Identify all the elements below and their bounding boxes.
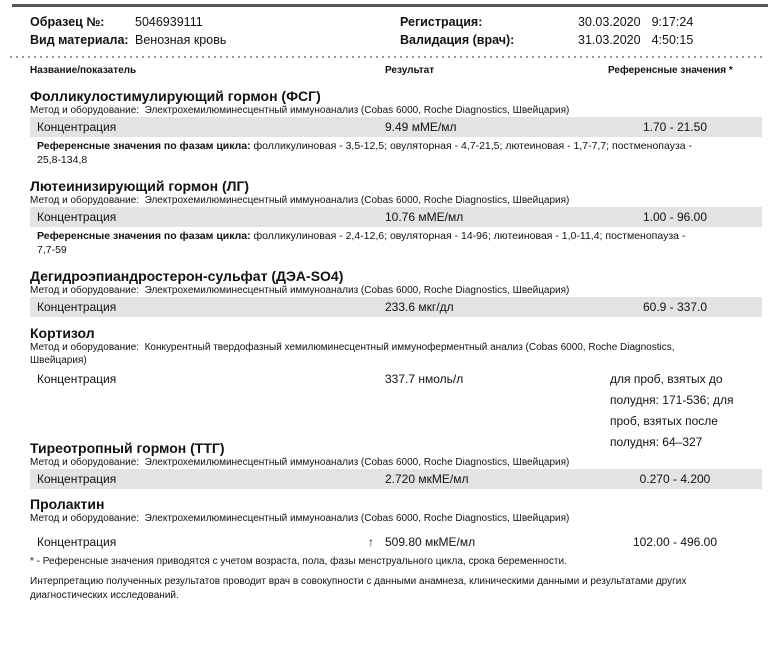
concentration-row (30, 117, 762, 137)
validation-row (400, 31, 770, 49)
row-reference: для проб, взятых до полудня: 171-536; для проб, взятых после полудня: 64–327 (610, 372, 734, 449)
method-line (30, 341, 720, 367)
row-reference: 1.00 - 96.00 (642, 210, 708, 224)
method-value: Электрохемилюминесцентный иммуноанализ (Cobas 6000, Roche Diagnostics, Швейцария) (139, 285, 570, 296)
validation-time: 4:50:15 (651, 33, 694, 47)
phase-note-text: фолликулиновая - 3,5-12,5; овуляторная - 4,7-21,5; лютеиновая - 1,7-7,7; постменопауза - 25,8-134,8 (37, 140, 693, 166)
test-section (30, 268, 770, 317)
method-value: Электрохемилюминесцентный иммуноанализ (Cobas 6000, Roche Diagnostics, Швейцария) (139, 195, 570, 206)
row-result: 2.720 мкМЕ/мл (385, 472, 469, 486)
method-label: Метод и оборудование: (30, 342, 140, 353)
material-type-row (30, 31, 400, 49)
registration-label: Регистрация: (400, 15, 483, 29)
high-value-arrow-icon: ↑ (368, 535, 374, 549)
sample-number-value: 5046939111 (135, 15, 203, 29)
table-column-headers (30, 65, 770, 76)
report-header (30, 13, 770, 49)
registration-date: 30.03.2020 (578, 15, 641, 29)
phase-note-text: фолликулиновая - 2,4-12,6; овуляторная - 14-96; лютеиновая - 1,0-11,4; постменопауза - 7,7-59 (37, 230, 686, 256)
column-header-reference: Референсные значения * (608, 65, 733, 76)
material-type-value: Венозная кровь (135, 33, 227, 47)
row-name: Концентрация (37, 372, 117, 386)
method-label: Метод и оборудование: (30, 195, 140, 206)
concentration-row (30, 532, 762, 552)
column-header-name: Название/показатель (30, 65, 137, 76)
method-line (30, 512, 720, 525)
method-line (30, 456, 720, 469)
row-reference: 0.270 - 4.200 (639, 472, 711, 486)
phase-reference-note (37, 229, 697, 257)
registration-time: 9:17:24 (651, 15, 694, 29)
test-section (30, 88, 770, 167)
concentration-row (30, 297, 762, 317)
column-header-result: Результат (385, 65, 435, 76)
row-name: Концентрация (37, 535, 117, 549)
method-line (30, 104, 720, 117)
validation-date: 31.03.2020 (578, 33, 641, 47)
method-label: Метод и оборудование: (30, 285, 140, 296)
row-reference: 1.70 - 21.50 (642, 120, 708, 134)
row-result: 9.49 мМЕ/мл (385, 120, 457, 134)
method-value: Электрохемилюминесцентный иммуноанализ (Cobas 6000, Roche Diagnostics, Швейцария) (139, 513, 570, 524)
header-right-block (400, 13, 770, 49)
row-result: 10.76 мМЕ/мл (385, 210, 464, 224)
phase-note-label: Референсные значения по фазам цикла: (37, 140, 251, 152)
material-type-label: Вид материала: (30, 33, 129, 47)
concentration-row (30, 469, 762, 489)
test-section (30, 178, 770, 257)
test-title: Пролактин (30, 496, 105, 512)
sample-number-row (30, 13, 400, 31)
lab-report-page (0, 4, 770, 603)
validation-label: Валидация (врач): (400, 33, 515, 47)
method-value: Электрохемилюминесцентный иммуноанализ (Cobas 6000, Roche Diagnostics, Швейцария) (139, 457, 570, 468)
row-reference: 102.00 - 496.00 (632, 535, 718, 549)
method-label: Метод и оборудование: (30, 513, 140, 524)
sample-number-label: Образец №: (30, 15, 105, 29)
reference-footnote: * - Референсные значения приводятся с учетом возраста, пола, фазы менструального цикла, срока беременности. (30, 556, 567, 567)
interpretation-footnote: Интерпретацию полученных результатов проводит врач в совокупности с данными анамнеза, клиническими данными и результатами других диагностических исследований. (30, 576, 687, 601)
test-title: Дегидроэпиандростерон-сульфат (ДЭА-SO4) (30, 268, 344, 284)
footnotes (30, 556, 720, 603)
row-result: 337.7 нмоль/л (385, 372, 464, 386)
row-result: ↑ 509.80 мкМЕ/мл (368, 535, 476, 549)
method-line (30, 194, 720, 207)
method-value: Конкурентный твердофазный хемилюминесцентный иммуноферментный анализ (Cobas 6000, Roche Diagnostics, Швейцария) (30, 342, 675, 366)
row-name: Концентрация (37, 472, 117, 486)
row-result: 233.6 мкг/дл (385, 300, 454, 314)
dotted-divider (10, 56, 766, 58)
test-sections-container (0, 88, 770, 552)
row-name: Концентрация (37, 210, 117, 224)
method-label: Метод и оборудование: (30, 457, 140, 468)
row-name: Концентрация (37, 300, 117, 314)
method-label: Метод и оборудование: (30, 105, 140, 116)
registration-row (400, 13, 770, 31)
test-title: Лютеинизирующий гормон (ЛГ) (30, 178, 250, 194)
top-rule-divider (12, 4, 768, 7)
header-left-block (30, 13, 400, 49)
test-title: Кортизол (30, 325, 95, 341)
phase-note-label: Референсные значения по фазам цикла: (37, 230, 251, 242)
test-title: Фолликулостимулирующий гормон (ФСГ) (30, 88, 321, 104)
method-line (30, 284, 720, 297)
row-reference: 60.9 - 337.0 (642, 300, 708, 314)
row-name: Концентрация (37, 120, 117, 134)
test-title: Тиреотропный гормон (ТТГ) (30, 440, 225, 456)
test-section (30, 496, 770, 552)
method-value: Электрохемилюминесцентный иммуноанализ (Cobas 6000, Roche Diagnostics, Швейцария) (139, 105, 570, 116)
phase-reference-note (37, 139, 697, 167)
concentration-row (30, 207, 762, 227)
